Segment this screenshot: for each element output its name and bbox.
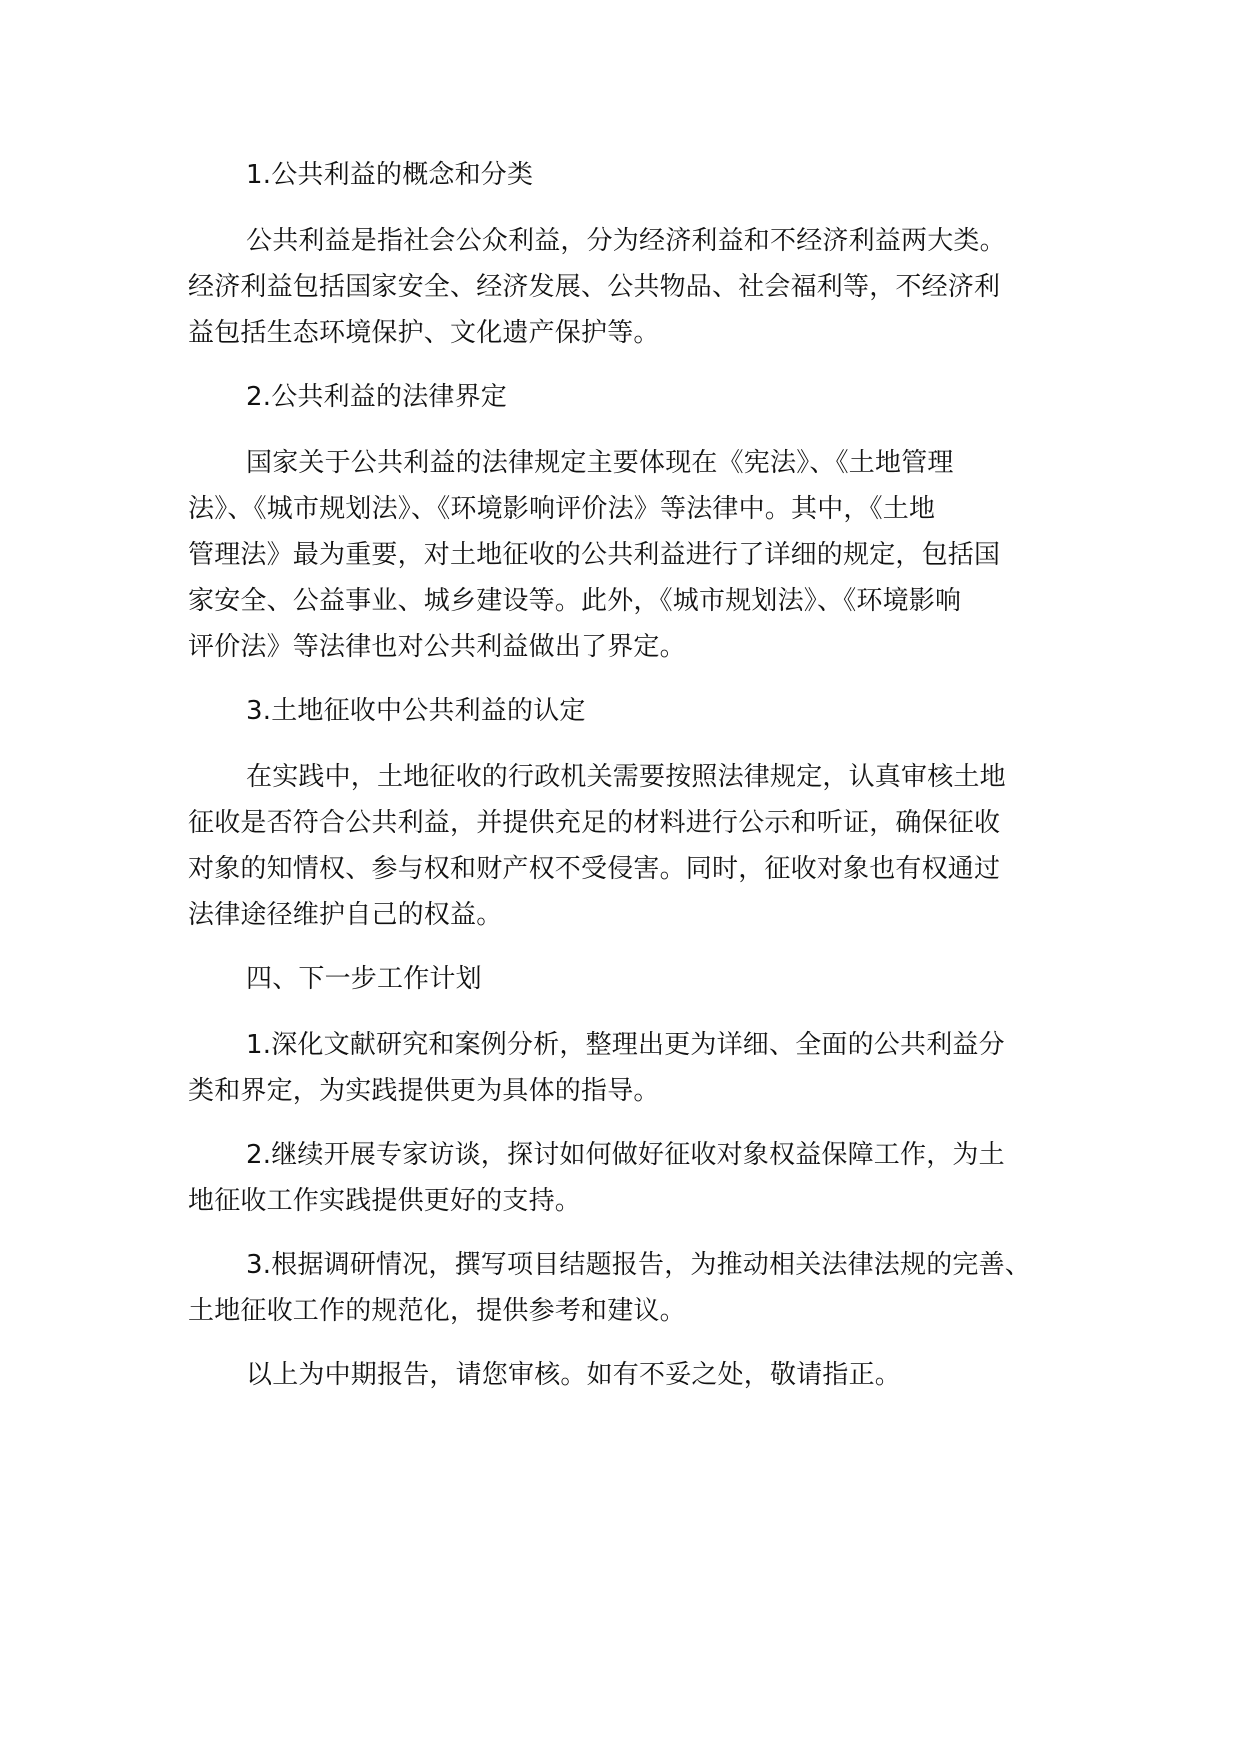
text-line: 地征收工作实践提供更好的支持。 (188, 1186, 582, 1216)
plan-item-2 (188, 1132, 1068, 1224)
text-line: 法律途径维护自己的权益。 (188, 900, 503, 930)
text-line: 对象的知情权、参与权和财产权不受侵害。同时，征收对象也有权通过 (188, 854, 1001, 884)
closing-paragraph (188, 1352, 1068, 1398)
text-line: 1.公共利益的概念和分类 (246, 160, 534, 190)
section-heading-land-expropriation (188, 688, 1068, 734)
text-line: 3.根据调研情况，撰写项目结题报告，为推动相关法律法规的完善、 (246, 1250, 1032, 1280)
paragraph-expropriation-practice (188, 754, 1068, 938)
section-heading-public-interest-concept (188, 152, 1068, 198)
document-body (188, 152, 1068, 1416)
text-line: 在实践中，土地征收的行政机关需要按照法律规定，认真审核土地 (246, 762, 1006, 792)
plan-item-3 (188, 1242, 1068, 1334)
paragraph-legal-provisions (188, 440, 1068, 670)
text-line: 四、下一步工作计划 (246, 964, 482, 994)
text-line: 3.土地征收中公共利益的认定 (246, 696, 586, 726)
paragraph-public-interest-definition (188, 218, 1068, 356)
text-line: 1.深化文献研究和案例分析，整理出更为详细、全面的公共利益分 (246, 1030, 1005, 1060)
text-line: 经济利益包括国家安全、经济发展、公共物品、社会福利等，不经济利 (188, 272, 1001, 302)
text-line: 国家关于公共利益的法律规定主要体现在《宪法》、《土地管理 (246, 448, 954, 478)
text-line: 公共利益是指社会公众利益，分为经济利益和不经济利益两大类。 (246, 226, 1006, 256)
section-heading-legal-definition (188, 374, 1068, 420)
text-line: 以上为中期报告，请您审核。如有不妥之处，敬请指正。 (246, 1360, 902, 1390)
section-heading-next-plan (188, 956, 1068, 1002)
plan-item-1 (188, 1022, 1068, 1114)
text-line: 管理法》最为重要，对土地征收的公共利益进行了详细的规定，包括国 (188, 540, 1001, 570)
text-line: 2.公共利益的法律界定 (246, 382, 508, 412)
text-line: 类和界定，为实践提供更为具体的指导。 (188, 1076, 660, 1106)
text-line: 家安全、公益事业、城乡建设等。此外，《城市规划法》、《环境影响 (188, 586, 962, 616)
text-line: 法》、《城市规划法》、《环境影响评价法》等法律中。其中，《土地 (188, 494, 936, 524)
text-line: 征收是否符合公共利益，并提供充足的材料进行公示和听证，确保征收 (188, 808, 1001, 838)
text-line: 土地征收工作的规范化，提供参考和建议。 (188, 1296, 686, 1326)
text-line: 益包括生态环境保护、文化遗产保护等。 (188, 318, 660, 348)
text-line: 2.继续开展专家访谈，探讨如何做好征收对象权益保障工作，为土 (246, 1140, 1005, 1170)
text-line: 评价法》等法律也对公共利益做出了界定。 (188, 632, 686, 662)
